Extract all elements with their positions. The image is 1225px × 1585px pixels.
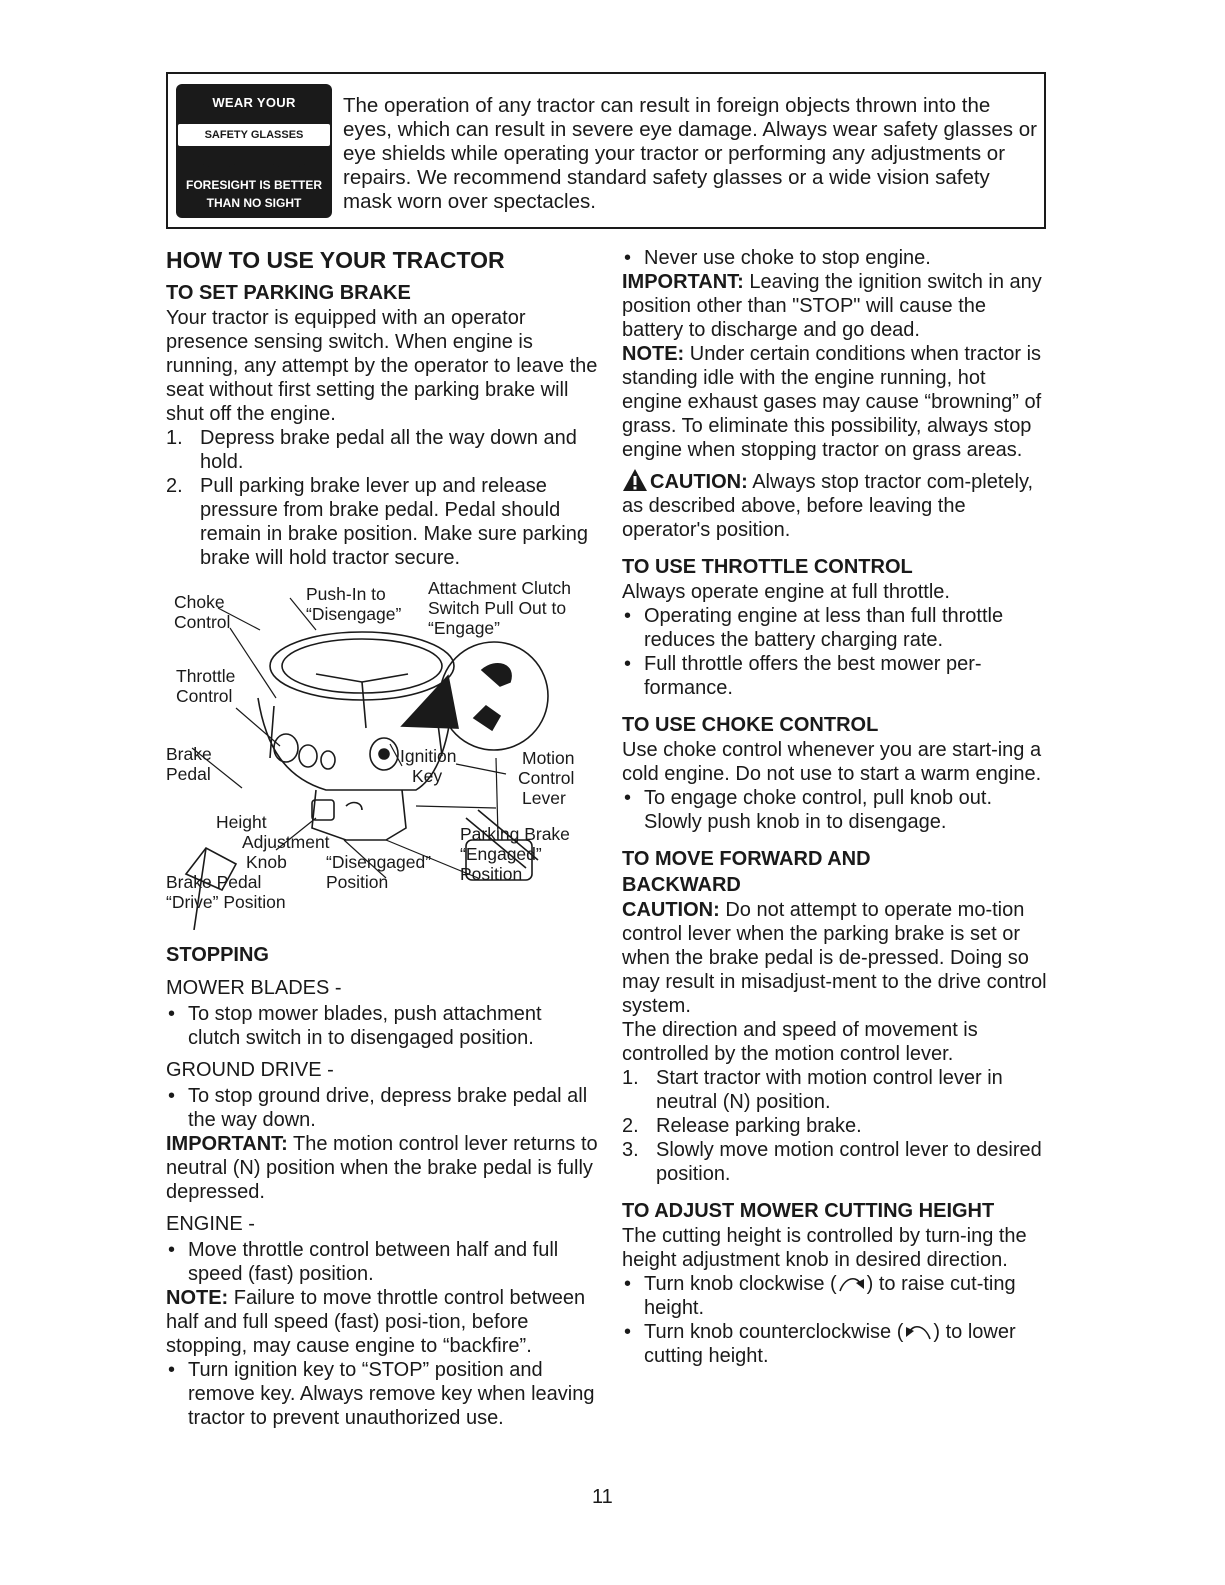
throttle-intro: Always operate engine at full throttle. bbox=[622, 581, 950, 603]
left-column bbox=[166, 246, 598, 1430]
list-item: • Turn knob counterclockwise ( ) to lower cutting height. bbox=[624, 1321, 1016, 1367]
heading-throttle: TO USE THROTTLE CONTROL bbox=[622, 556, 913, 578]
subheading-mower-blades: MOWER BLADES - bbox=[166, 977, 342, 999]
badge-top-text: WEAR YOUR bbox=[212, 95, 296, 110]
heading-stopping: STOPPING bbox=[166, 944, 269, 966]
label-push-in: Push-In to bbox=[306, 584, 386, 604]
caution-stop-tractor: CAUTION: Always stop tractor com-pletely, as described above, before leaving the operator's position. bbox=[622, 468, 1050, 542]
label-throttle: Throttle bbox=[176, 666, 236, 686]
label-brake-drive: “Drive” Position bbox=[166, 892, 286, 912]
heading-move-forward: TO MOVE FORWARD AND bbox=[622, 848, 871, 870]
label-brake-drive: Brake Pedal bbox=[166, 872, 262, 892]
key-list bbox=[166, 1358, 598, 1430]
list-item: • To stop mower blades, push attachment clutch switch in to disengaged position. bbox=[168, 1003, 542, 1049]
choke-warning-list bbox=[622, 246, 1050, 270]
safety-warning-box bbox=[166, 72, 1046, 229]
page-number: 11 bbox=[592, 1486, 613, 1508]
caution-icon bbox=[622, 468, 648, 492]
note-browning: NOTE: Under certain conditions when tractor is standing idle with the engine running, hot engine exhaust gases may cause “browning” of grass. To eliminate this possibility, always stop engine when stopping tractor on grass areas. bbox=[622, 343, 1042, 461]
label-attachment-clutch: Switch Pull Out to bbox=[428, 598, 567, 618]
choke-list bbox=[622, 786, 1050, 834]
subheading-ground-drive: GROUND DRIVE - bbox=[166, 1059, 334, 1081]
badge-bottom-text: THAN NO SIGHT bbox=[206, 196, 302, 210]
label-choke: Control bbox=[174, 612, 231, 632]
label-parking-brake: Parking Brake bbox=[460, 824, 570, 844]
label-disengaged: Position bbox=[326, 872, 389, 892]
label-brake-pedal: Brake bbox=[166, 744, 212, 764]
badge-glasses-text: SAFETY GLASSES bbox=[178, 124, 330, 146]
list-item: 2. Release parking brake. bbox=[622, 1115, 862, 1137]
blades-list bbox=[166, 1002, 598, 1050]
clockwise-arrow-icon bbox=[837, 1273, 867, 1293]
height-list bbox=[622, 1272, 1050, 1368]
heading-choke: TO USE CHOKE CONTROL bbox=[622, 714, 879, 736]
list-item: 2. Pull parking brake lever up and release pressure from brake pedal. Pedal should remain in brake position. Make sure parking brake will hold tractor secure. bbox=[166, 475, 588, 569]
label-parking-brake: “Engaged” bbox=[460, 844, 542, 864]
label-motion-control: Control bbox=[518, 768, 575, 788]
counterclockwise-arrow-icon bbox=[903, 1321, 933, 1341]
label-push-in: “Disengage” bbox=[306, 604, 402, 624]
label-attachment-clutch: Attachment Clutch bbox=[428, 578, 571, 598]
list-item: • Never use choke to stop engine. bbox=[624, 247, 931, 269]
list-item: 1. Start tractor with motion control lever in neutral (N) position. bbox=[622, 1067, 1003, 1113]
heading-parking-brake: TO SET PARKING BRAKE bbox=[166, 282, 411, 304]
label-throttle: Control bbox=[176, 686, 233, 706]
safety-glasses-badge bbox=[176, 84, 332, 218]
label-ignition: Ignition bbox=[400, 746, 457, 766]
ground-list bbox=[166, 1084, 598, 1132]
safety-warning-text: The operation of any tractor can result in foreign objects thrown into the eyes, which can result in severe eye damage. Always wear safety glasses or eye shields while operating your tractor or performing any adjustments or repairs. We recommend standard safety glasses or a wide vision safety mask worn over spectacles. bbox=[343, 94, 1037, 213]
label-choke: Choke bbox=[174, 592, 225, 612]
label-parking-brake: Position bbox=[460, 864, 523, 884]
list-item: • Full throttle offers the best mower per-formance. bbox=[624, 653, 982, 699]
label-height-knob: Adjustment bbox=[242, 832, 330, 852]
magnifier-circle-shape bbox=[440, 642, 548, 750]
label-height-knob: Knob bbox=[246, 852, 287, 872]
list-item: • To stop ground drive, depress brake pedal all the way down. bbox=[168, 1085, 588, 1131]
heading-move-backward: BACKWARD bbox=[622, 874, 741, 896]
label-height-knob: Height bbox=[216, 812, 267, 832]
label-motion-control: Motion bbox=[522, 748, 575, 768]
badge-bottom-text: FORESIGHT IS BETTER bbox=[185, 178, 322, 192]
label-motion-control: Lever bbox=[522, 788, 566, 808]
list-item: • Operating engine at less than full throttle reduces the battery charging rate. bbox=[624, 605, 1004, 651]
label-brake-pedal: Pedal bbox=[166, 764, 211, 784]
note-backfire: NOTE: Failure to move throttle control between half and full speed (fast) posi-tion, before stopping, may cause engine to “backfire”. bbox=[166, 1287, 586, 1357]
list-item: • To engage choke control, pull knob out. Slowly push knob in to disengage. bbox=[624, 787, 993, 833]
label-ignition: Key bbox=[412, 766, 443, 786]
list-item: • Turn ignition key to “STOP” position and remove key. Always remove key when leaving tractor to prevent unauthorized use. bbox=[168, 1359, 595, 1429]
important-ignition: IMPORTANT: Leaving the ignition switch in any position other than "STOP" will cause the battery to discharge and go dead. bbox=[622, 271, 1042, 341]
parking-steps bbox=[166, 426, 598, 570]
section-heading-how-to-use: HOW TO USE YOUR TRACTOR bbox=[166, 247, 505, 273]
label-attachment-clutch: “Engage” bbox=[428, 618, 500, 638]
list-item: • Turn knob clockwise ( ) to raise cut-ting height. bbox=[624, 1273, 1016, 1319]
important-neutral: IMPORTANT: The motion control lever returns to neutral (N) position when the brake pedal is fully depressed. bbox=[166, 1133, 598, 1203]
subheading-engine: ENGINE - bbox=[166, 1213, 255, 1235]
height-intro: The cutting height is controlled by turn-ing the height adjustment knob in desired direction. bbox=[622, 1225, 1027, 1271]
heading-cutting-height: TO ADJUST MOWER CUTTING HEIGHT bbox=[622, 1200, 995, 1222]
caution-motion-lever: CAUTION: Do not attempt to operate mo-tion control lever when the parking brake is set or when the brake pedal is de-pressed. Doing so may result in misadjust-ment to the drive control system. bbox=[622, 899, 1047, 1017]
list-item: 1. Depress brake pedal all the way down and hold. bbox=[166, 427, 577, 473]
move-steps bbox=[622, 1066, 1050, 1186]
list-item: • Move throttle control between half and full speed (fast) position. bbox=[168, 1239, 559, 1285]
label-disengaged: “Disengaged” bbox=[326, 852, 432, 872]
list-item: 3. Slowly move motion control lever to desired position. bbox=[622, 1139, 1042, 1185]
engine-list bbox=[166, 1238, 598, 1286]
direction-text: The direction and speed of movement is controlled by the motion control lever. bbox=[622, 1019, 978, 1065]
tractor-controls-diagram bbox=[166, 578, 598, 930]
parking-intro: Your tractor is equipped with an operator presence sensing switch. When engine is running, any attempt by the operator to leave the seat without first setting the parking brake will shut off the engine. bbox=[166, 307, 598, 425]
throttle-list bbox=[622, 604, 1050, 700]
right-column bbox=[622, 246, 1050, 1368]
choke-intro: Use choke control whenever you are start-ing a cold engine. Do not use to start a warm engine. bbox=[622, 739, 1042, 785]
